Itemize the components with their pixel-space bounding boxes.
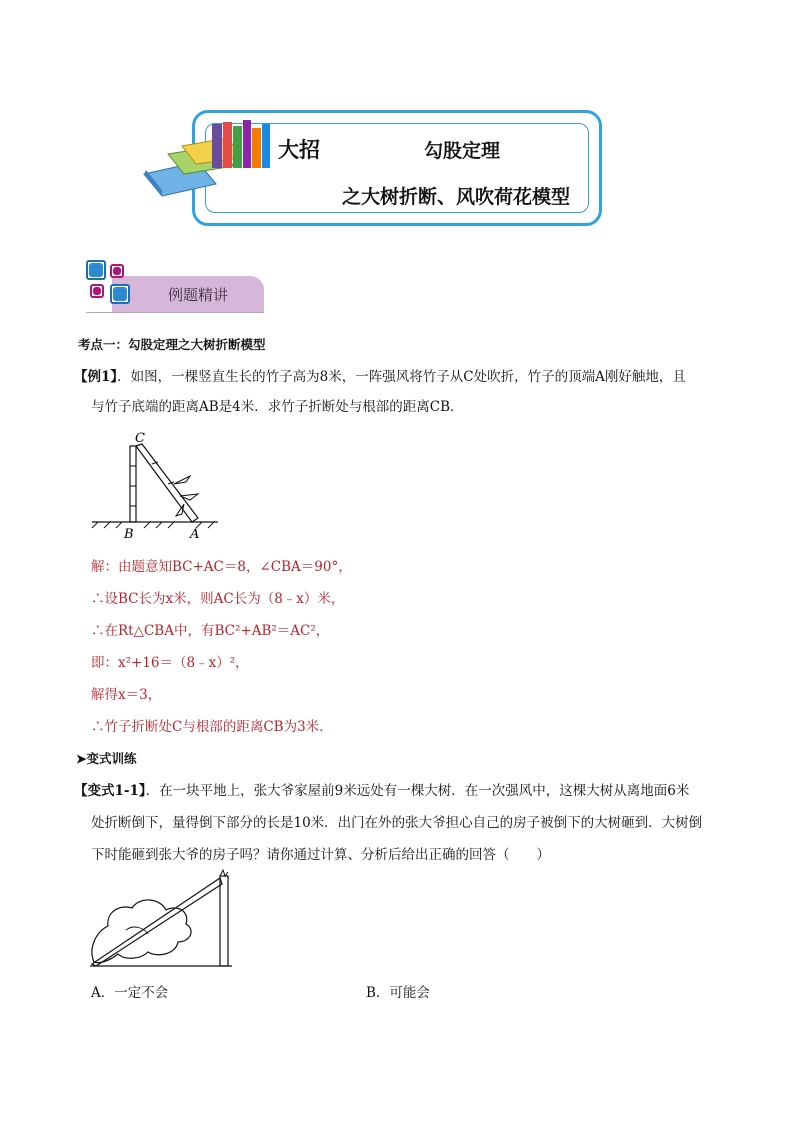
solution-line-2: ∴设BC长为x米，则AC长为（8﹣x）米，	[91, 591, 345, 607]
kaodian-heading: 考点一：勾股定理之大树折断模型	[78, 337, 266, 352]
books-icon	[138, 118, 288, 198]
option-a[interactable]: A．一定不会	[91, 985, 169, 1001]
example1-line2: 与竹子底端的距离AB是4米．求竹子折断处与根部的距离CB．	[91, 399, 464, 415]
example1-line1	[74, 368, 686, 386]
solution-line-1: 解：由题意知BC+AC＝8，∠CBA＝90°，	[91, 559, 352, 575]
banner-title-left: 大招	[278, 138, 320, 162]
section-squares-icon	[84, 258, 136, 310]
bamboo-figure	[90, 426, 230, 542]
solution-line-4: 即：x²+16＝（8﹣x）²，	[91, 655, 249, 671]
figure-label-a: A	[190, 527, 200, 542]
section-tag-label: 例题精讲	[168, 286, 229, 304]
solution-line-5: 解得x＝3，	[91, 687, 162, 703]
solution-line-6: ∴竹子折断处C与根部的距离CB为3米．	[91, 719, 333, 735]
example1-label: 【例1】	[74, 369, 118, 385]
solution-line-3: ∴在Rt△CBA中，有BC²+AB²＝AC²，	[91, 623, 330, 639]
variant1-line3: 下时能砸到张大爷的房子吗？请你通过计算、分析后给出正确的回答（ ）	[91, 847, 550, 863]
variant-heading-text: 变式训练	[86, 751, 137, 766]
example1-text-1: ．如图，一棵竖直生长的竹子高为8米，一阵强风将竹子从C处吹折，竹子的顶端A刚好触地，且	[117, 369, 686, 385]
banner-subtitle: 之大树折断、风吹荷花模型	[342, 186, 571, 208]
figure-label-b: B	[124, 527, 134, 542]
variant1-text-1: ．在一块平地上，张大爷家屋前9米远处有一棵大树．在一次强风中，这棵大树从离地面6米	[145, 783, 690, 799]
variant1-line1	[74, 782, 689, 800]
variant1-line2: 处折断倒下，量得倒下部分的长是10米．出门在外的张大爷担心自己的房子被倒下的大树砸到．大树倒	[91, 815, 703, 831]
option-b[interactable]: B．可能会	[366, 985, 430, 1001]
figure-label-c: C	[135, 431, 145, 446]
variant-heading	[76, 750, 137, 768]
section-tag-underline	[86, 312, 264, 313]
variant1-label: 【变式1-1】	[74, 783, 146, 799]
banner-title-right: 勾股定理	[424, 140, 501, 162]
arrow-bullet-icon: ➤	[76, 751, 87, 766]
fallen-tree-figure	[86, 868, 238, 972]
